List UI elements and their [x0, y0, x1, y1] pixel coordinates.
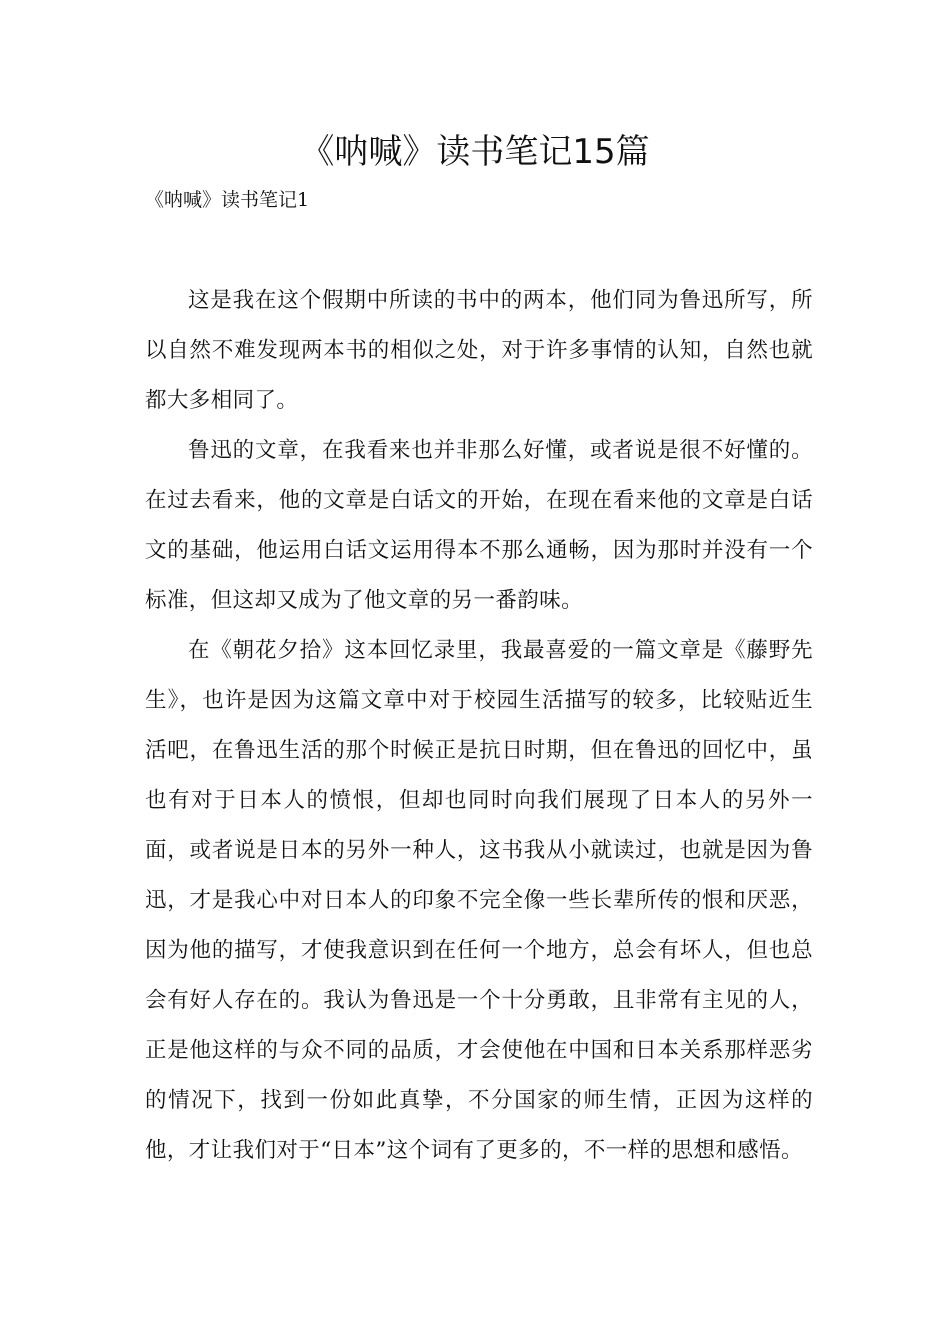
document-body	[145, 276, 813, 1176]
paragraph-1: 这是我在这个假期中所读的书中的两本，他们同为鲁迅所写，所以自然不难发现两本书的相似之处，对于许多事情的认知，自然也就都大多相同了。	[145, 288, 813, 413]
paragraph-2: 鲁迅的文章，在我看来也并非那么好懂，或者说是很不好懂的。在过去看来，他的文章是白话文的开始，在现在看来他的文章是白话文的基础，他运用白话文运用得本不那么通畅，因为那时并没有一个标准，但这却又成为了他文章的另一番韵味。	[145, 438, 813, 613]
document-title: 《呐喊》读书笔记15篇	[300, 132, 650, 172]
section-heading: 《呐喊》读书笔记1	[145, 189, 310, 211]
paragraph-3: 在《朝花夕拾》这本回忆录里，我最喜爱的一篇文章是《藤野先生》，也许是因为这篇文章中对于校园生活描写的较多，比较贴近生活吧，在鲁迅生活的那个时候正是抗日时期，但在鲁迅的回忆中，虽也有对于日本人的愤恨，但却也同时向我们展现了日本人的另外一面，或者说是日本的另外一种人，这书我从小就读过，也就是因为鲁迅，才是我心中对日本人的印象不完全像一些长辈所传的恨和厌恶，因为他的描写，才使我意识到在任何一个地方，总会有坏人，但也总会有好人存在的。我认为鲁迅是一个十分勇敢，且非常有主见的人，正是他这样的与众不同的品质，才会使他在中国和日本关系那样恶劣的情况下，找到一份如此真挚，不分国家的师生情，正因为这样的他，才让我们对于“日本”这个词有了更多的，不一样的思想和感悟。	[145, 638, 813, 1163]
